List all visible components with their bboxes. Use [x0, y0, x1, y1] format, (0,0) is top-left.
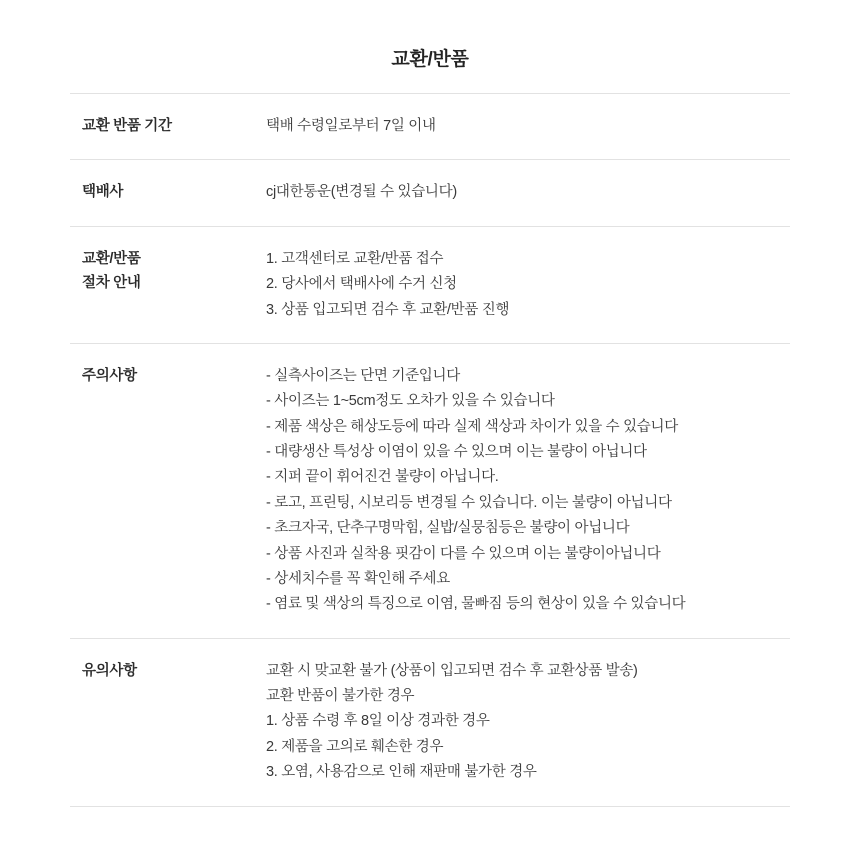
value-line: 1. 고객센터로 교환/반품 접수: [266, 250, 444, 267]
value-line: cj대한통운(변경될 수 있습니다): [266, 184, 457, 201]
value-line: - 로고, 프린팅, 시보리등 변경될 수 있습니다. 이는 불량이 아닙니다: [266, 494, 672, 511]
value-line: - 제품 색상은 해상도등에 따라 실제 색상과 차이가 있을 수 있습니다: [266, 418, 678, 435]
value-line: - 초크자국, 단추구명막힘, 실밥/실뭉침등은 불량이 아닙니다: [266, 520, 630, 537]
label-line: 교환/반품: [82, 250, 141, 267]
value-line: 교환 시 맞교환 불가 (상품이 입고되면 검수 후 교환상품 발송): [266, 662, 638, 679]
value-line: 3. 상품 입고되면 검수 후 교환/반품 진행: [266, 301, 510, 318]
value-line: 2. 당사에서 택배사에 수거 신청: [266, 276, 457, 293]
row-label-cautions: [70, 343, 252, 638]
value-line: 3. 오염, 사용감으로 인해 재판매 불가한 경우: [266, 764, 537, 781]
table-row: [70, 94, 790, 160]
value-line: - 염료 및 색상의 특징으로 이염, 물빠짐 등의 현상이 있을 수 있습니다: [266, 596, 686, 613]
value-line: - 지퍼 끝이 휘어진건 불량이 아닙니다.: [266, 469, 499, 486]
table-row: [70, 160, 790, 226]
value-line: 교환 반품이 불가한 경우: [266, 688, 415, 704]
exchange-return-table: [70, 93, 790, 807]
label-line: 유의사항: [82, 662, 137, 679]
row-value-courier: [252, 160, 790, 226]
label-line: 택배사: [82, 184, 124, 201]
table-row: [70, 343, 790, 638]
value-line: - 상세치수를 꼭 확인해 주세요: [266, 570, 450, 587]
label-line: 교환 반품 기간: [82, 118, 172, 134]
value-line: 택배 수령일로부터 7일 이내: [266, 118, 436, 134]
row-value-notes: [252, 638, 790, 806]
row-label-procedure: [70, 226, 252, 343]
row-value-exchange-period: [252, 94, 790, 160]
value-line: 1. 상품 수령 후 8일 이상 경과한 경우: [266, 713, 490, 730]
row-value-procedure: [252, 226, 790, 343]
row-label-notes: [70, 638, 252, 806]
value-line: - 실측사이즈는 단면 기준입니다: [266, 367, 460, 384]
table-row: [70, 638, 790, 806]
label-line: 절차 안내: [82, 275, 141, 292]
value-line: 2. 제품을 고의로 훼손한 경우: [266, 738, 444, 755]
row-value-cautions: [252, 343, 790, 638]
value-line: - 대량생산 특성상 이염이 있을 수 있으며 이는 불량이 아닙니다: [266, 444, 647, 460]
table-row: [70, 226, 790, 343]
row-label-exchange-period: [70, 94, 252, 160]
page-title: 교환/반품: [391, 49, 469, 70]
label-line: 주의사항: [82, 367, 137, 384]
value-line: - 사이즈는 1~5cm정도 오차가 있을 수 있습니다: [266, 393, 555, 410]
row-label-courier: [70, 160, 252, 226]
table-body: [70, 94, 790, 807]
value-line: - 상품 사진과 실착용 핏감이 다를 수 있으며 이는 불량이아닙니다: [266, 545, 661, 562]
